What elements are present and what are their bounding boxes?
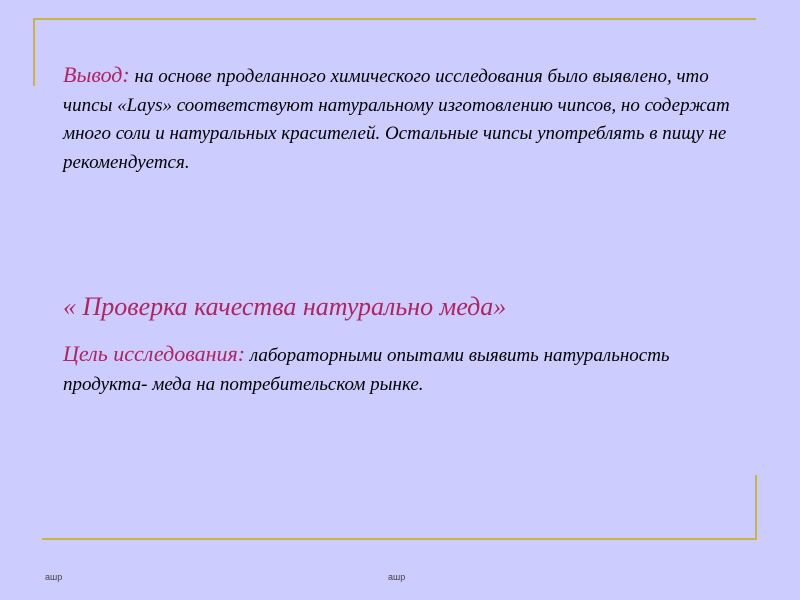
decorative-bottom-rule <box>42 538 756 540</box>
footer-center-text: aшр <box>388 572 406 582</box>
goal-paragraph <box>63 340 743 399</box>
goal-label: Цель исследования: <box>63 341 246 366</box>
decorative-left-rule <box>33 18 35 86</box>
footer-left-text: aшр <box>45 572 63 582</box>
decorative-top-rule <box>33 18 756 20</box>
conclusion-text: на основе проделанного химического исследования было выявлено, что чипсы «Lays» соответствуют натуральному изготовлению чипсов, но содержат много соли и натуральных красителей. Остальные чипсы употреблять в пищу не рекомендуется. <box>63 66 730 173</box>
conclusion-label: Вывод: <box>63 62 130 87</box>
conclusion-paragraph <box>63 61 743 177</box>
goal-text: лабораторными опытами выявить натуральность продукта- меда на потребительском рынке. <box>63 345 670 395</box>
decorative-right-rule <box>755 475 757 540</box>
section-heading: « Проверка качества натурально меда» <box>63 292 507 321</box>
